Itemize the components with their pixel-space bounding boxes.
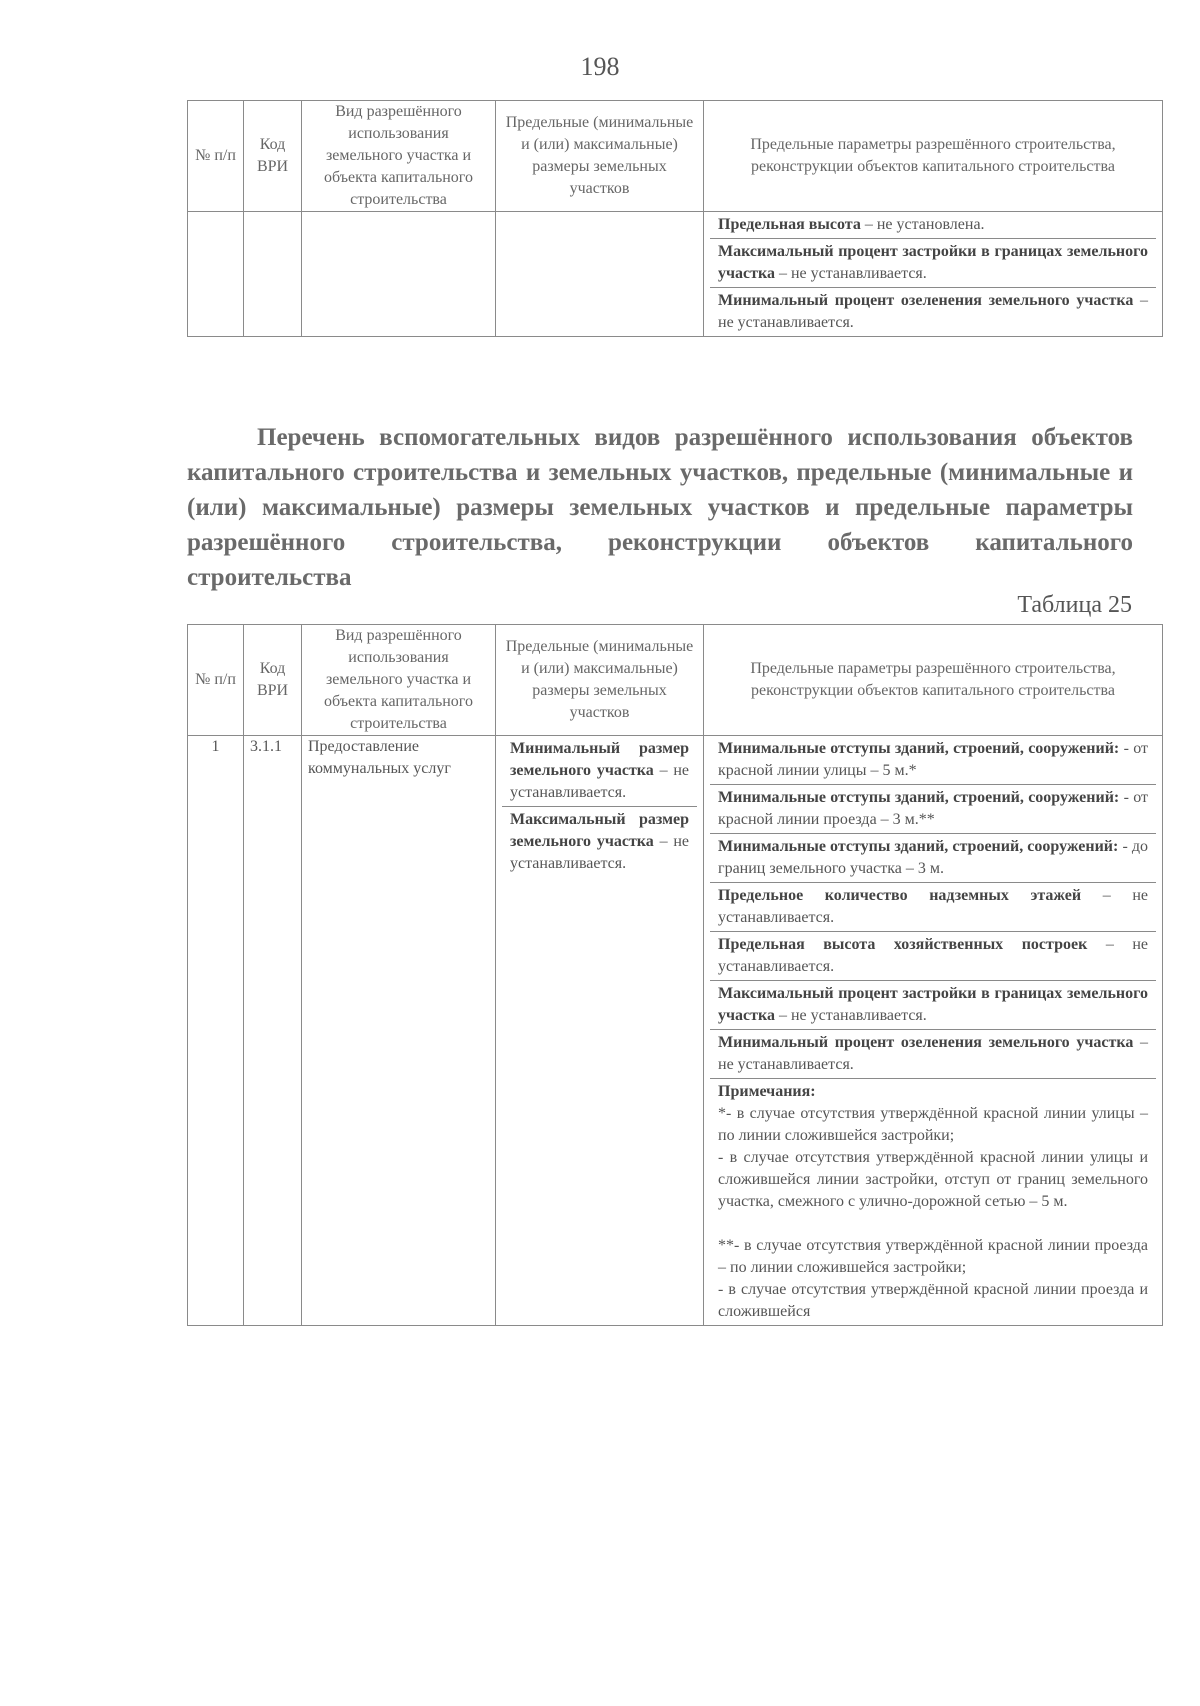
header-sizes: Предельные (минимальные и (или) максимальные) размеры земельных участков: [496, 101, 704, 212]
row-vri: Предоставление коммунальных услуг: [302, 736, 496, 1326]
table-25: [187, 624, 1163, 1326]
header-code: Код ВРИ: [244, 101, 302, 212]
note-item: - в случае отсутствия утверждённой красной линии проезда и сложившейся: [718, 1281, 1148, 1320]
header-vri: Вид разрешённого использования земельного участка и объекта капитального строительства: [302, 101, 496, 212]
section-heading: Перечень вспомогательных видов разрешённого использования объектов капитального строительства и земельных участков, предельные (минимальные и (или) максимальные) размеры земельных участков и предельные параметры разрешённого строительства, реконструкции объектов капитального строительства: [187, 424, 1133, 591]
header-code: Код ВРИ: [244, 625, 302, 736]
params-cell: [704, 212, 1163, 337]
size-block: Максимальный размер земельного участка – не устанавливается.: [502, 806, 697, 877]
header-no: № п/п: [188, 625, 244, 736]
table-row: [188, 736, 1163, 1326]
param-block: Минимальные отступы зданий, строений, сооружений: - до границ земельного участка – 3 м.: [710, 833, 1156, 882]
header-no: № п/п: [188, 101, 244, 212]
param-block: Предельная высота – не установлена.: [718, 216, 985, 233]
param-block: Минимальные отступы зданий, строений, сооружений: - от красной линии улицы – 5 м.*: [718, 740, 1149, 779]
header-params: Предельные параметры разрешённого строительства, реконструкции объектов капитального строительства: [704, 625, 1163, 736]
cell-code: [244, 212, 302, 337]
note-item: **- в случае отсутствия утверждённой красной линии проезда – по линии сложившейся застройки;: [718, 1237, 1148, 1276]
sizes-cell: [496, 736, 704, 1326]
cell-vri: [302, 212, 496, 337]
header-params: Предельные параметры разрешённого строительства, реконструкции объектов капитального строительства: [704, 101, 1163, 212]
table-continuation: [187, 100, 1163, 337]
note-item: *- в случае отсутствия утверждённой красной линии улицы – по линии сложившейся застройки;: [718, 1105, 1148, 1144]
cell-no: [188, 212, 244, 337]
table-label: Таблица 25: [1017, 592, 1132, 618]
param-block: Максимальный процент застройки в границах земельного участка – не устанавливается.: [710, 980, 1156, 1029]
notes-block: [710, 1078, 1156, 1325]
header-sizes: Предельные (минимальные и (или) максимальные) размеры земельных участков: [496, 625, 704, 736]
notes-title: Примечания:: [718, 1083, 816, 1100]
page-number: 198: [580, 52, 620, 81]
param-block: Предельная высота хозяйственных построек – не устанавливается.: [710, 931, 1156, 980]
param-block: Максимальный процент застройки в границах земельного участка – не устанавливается.: [710, 238, 1156, 287]
param-block: Минимальные отступы зданий, строений, сооружений: - от красной линии проезда – 3 м.**: [710, 784, 1156, 833]
param-block: Предельное количество надземных этажей – не устанавливается.: [710, 882, 1156, 931]
row-code: 3.1.1: [244, 736, 302, 1326]
size-block: Минимальный размер земельного участка – не устанавливается.: [510, 740, 690, 801]
params-cell: [704, 736, 1163, 1326]
param-block: Минимальный процент озеленения земельного участка – не устанавливается.: [710, 287, 1156, 336]
cell-sizes: [496, 212, 704, 337]
row-no: 1: [188, 736, 244, 1326]
header-vri: Вид разрешённого использования земельного участка и объекта капитального строительства: [302, 625, 496, 736]
param-block: Минимальный процент озеленения земельного участка – не устанавливается.: [710, 1029, 1156, 1078]
note-item: - в случае отсутствия утверждённой красной линии улицы и сложившейся линии застройки, отступ от границ земельного участка, смежного с улично-дорожной сетью – 5 м.: [718, 1149, 1148, 1210]
